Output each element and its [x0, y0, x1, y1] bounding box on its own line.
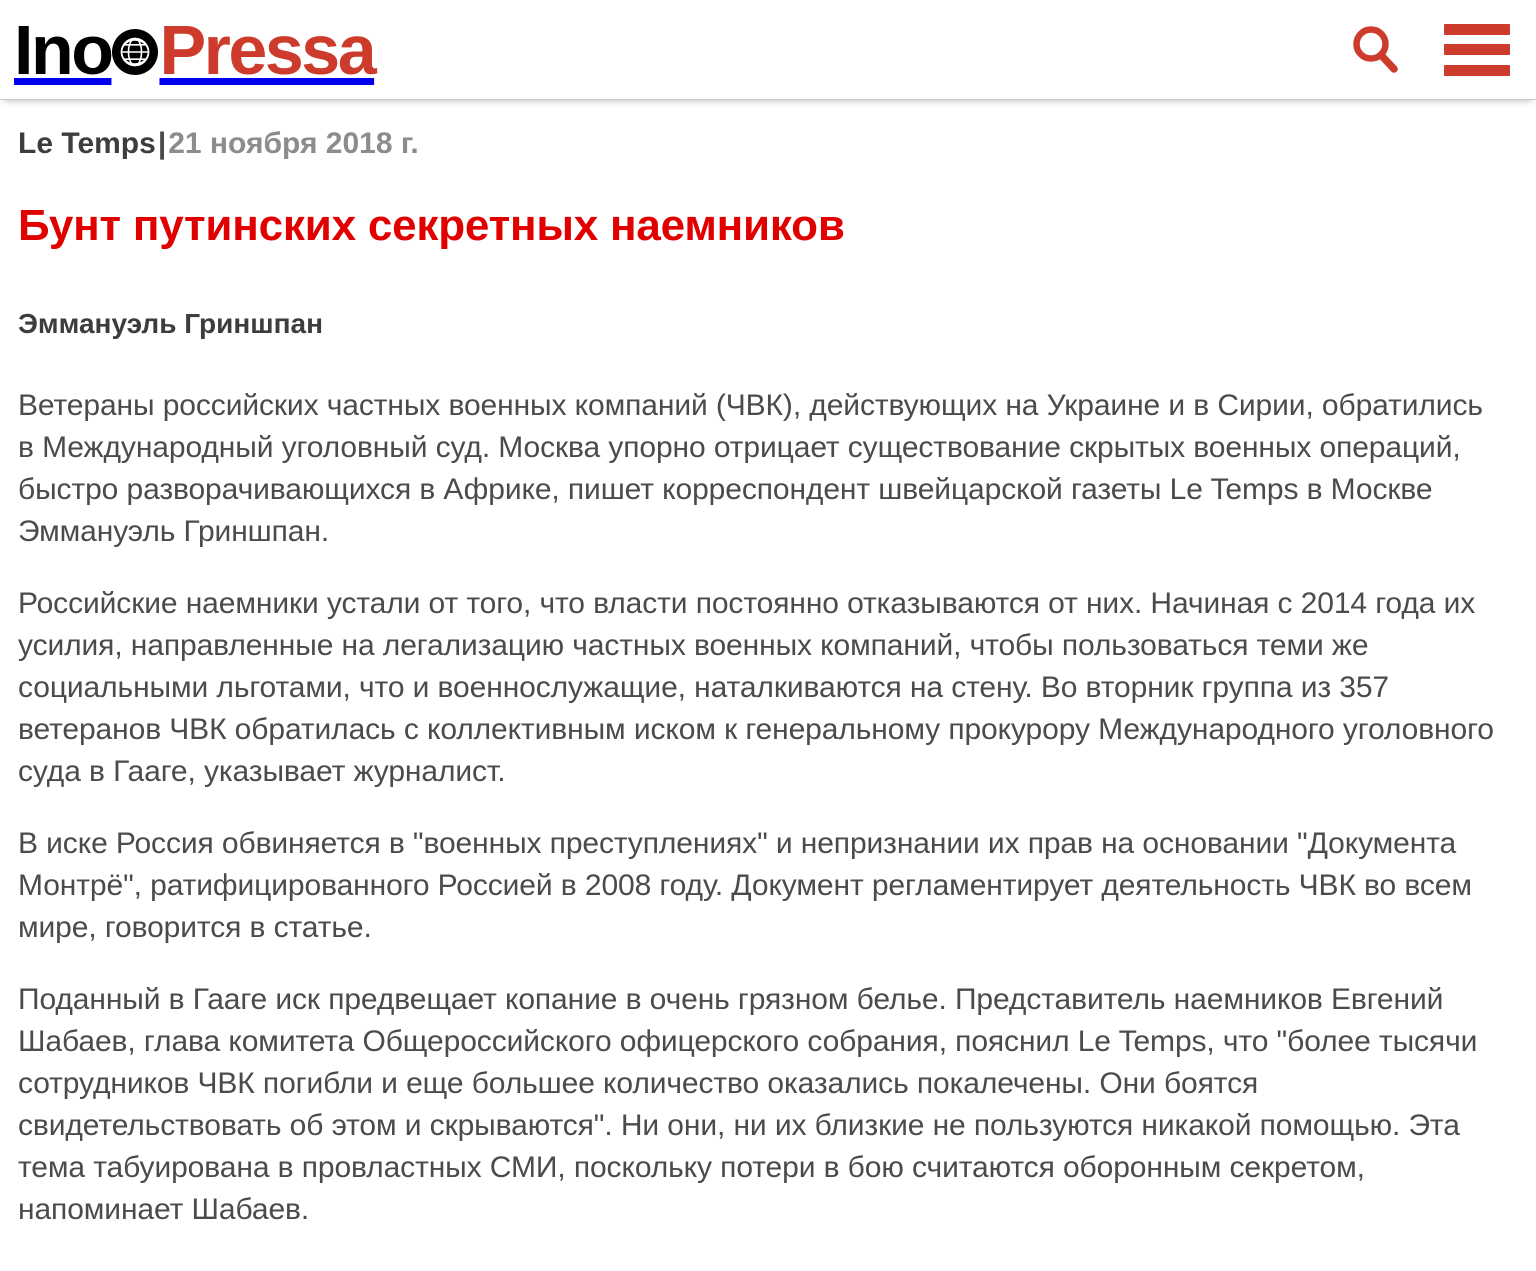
article-paragraph: Поданный в Гааге иск предвещает копание в очень грязном белье. Представитель наемников Евгений Шабаев, глава комитета Общероссийского офицерского собрания, пояснил Le Temps, что "более тысячи сотрудников ЧВК погибли и еще большее количество оказались покалечены. Они боятся свидетельствовать об этом и скрываются". Ни они, ни их близкие не пользуются никакой помощью. Эта тема табуирована в провластных СМИ, поскольку потери в бою считаются оборонным секретом, напоминает Шабаев. [18, 982, 1478, 1226]
site-header [0, 0, 1536, 100]
search-icon[interactable] [1346, 21, 1404, 79]
hamburger-bar-2 [1444, 44, 1510, 55]
article-source[interactable]: Le Temps [18, 127, 156, 160]
article-container [0, 100, 1536, 1271]
site-logo[interactable] [14, 10, 375, 89]
article-paragraph: Российские наемники устали от того, что власти постоянно отказываются от них. Начиная с 2014 года их усилия, направленные на легализацию частных военных компаний, чтобы пользоваться теми же социальными льготами, что и военнослужащие, наталкиваются на стену. Во вторник группа из 357 ветеранов ЧВК обратилась с коллективным иском к генеральному прокурору Международного уголовного суда в Гааге, указывает журналист. [18, 586, 1494, 788]
meta-separator: | [157, 127, 167, 160]
hamburger-bar-3 [1444, 65, 1510, 76]
article-body [18, 385, 1500, 1231]
hamburger-menu-icon[interactable] [1444, 24, 1510, 76]
page-title: Бунт путинских секретных наемников [18, 201, 845, 250]
article-meta [18, 126, 1500, 162]
logo-text-pressa: Pressa [159, 10, 375, 89]
globe-icon [112, 29, 158, 75]
header-actions [1346, 21, 1510, 79]
article-paragraph: В иске Россия обвиняется в "военных преступлениях" и непризнании их прав на основании "Документа Монтрё", ратифицированного Россией в 2008 году. Документ регламентирует деятельность ЧВК во всем мире, говорится в статье. [18, 826, 1472, 944]
logo-text-ino: Ino [14, 10, 112, 89]
article-author: Эммануэль Гриншпан [18, 307, 323, 339]
article-paragraph: Ветераны российских частных военных компаний (ЧВК), действующих на Украине и в Сирии, обратились в Международный уголовный суд. Москва упорно отрицает существование скрытых военных операций, быстро разворачивающихся в Африке, пишет корреспондент швейцарской газеты Le Temps в Москве Эммануэль Гриншпан. [18, 388, 1483, 548]
hamburger-bars [1444, 24, 1510, 76]
article-date: 21 ноября 2018 г. [168, 127, 419, 160]
hamburger-bar-1 [1444, 24, 1510, 35]
